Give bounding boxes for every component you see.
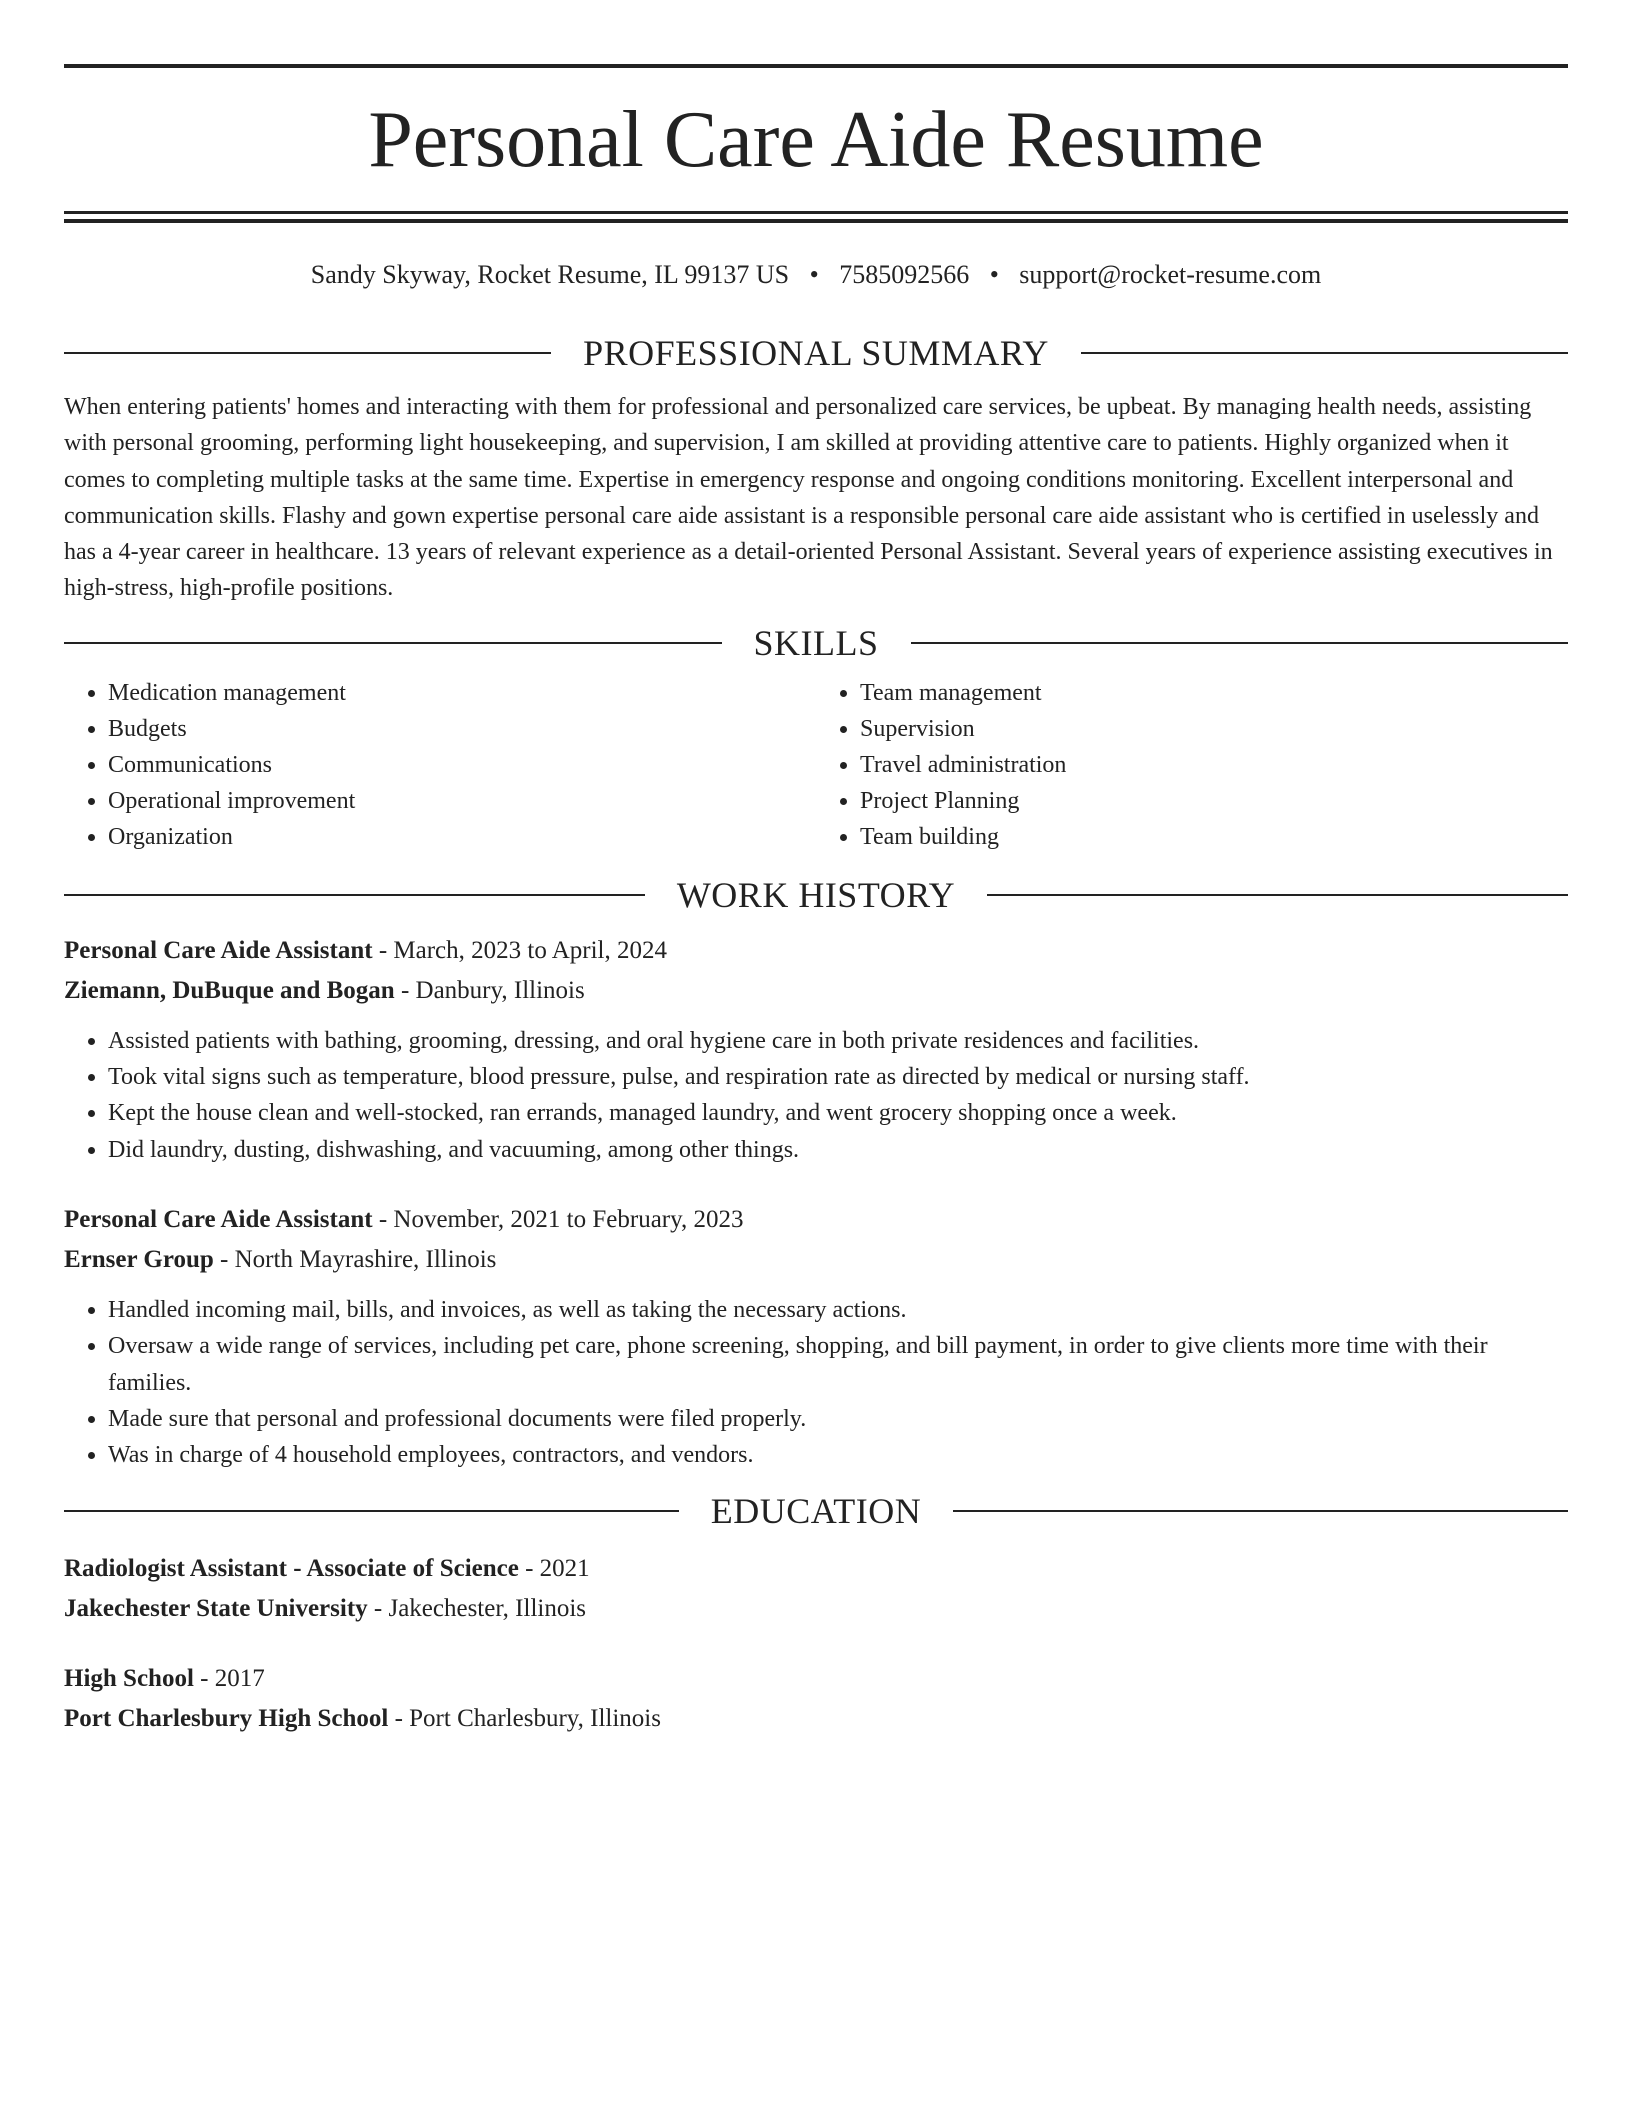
education-location: - Jakechester, Illinois — [367, 1595, 587, 1623]
skill-item: • Project Planning — [860, 783, 1568, 819]
heading-rule-right — [987, 894, 1568, 896]
job-entry — [64, 1200, 1568, 1473]
job-bullet: • Kept the house clean and well-stocked, ran errands, managed laundry, and went grocery shopping once a week. — [108, 1095, 1568, 1131]
job-title: Personal Care Aide Assistant — [64, 1205, 373, 1233]
job-bullet: • Did laundry, dusting, dishwashing, and vacuuming, among other things. — [108, 1132, 1568, 1168]
job-bullet: • Handled incoming mail, bills, and invoices, as well as taking the necessary actions. — [108, 1292, 1568, 1328]
job-dates: - November, 2021 to February, 2023 — [372, 1205, 744, 1233]
education-degree: Radiologist Assistant - Associate of Science — [64, 1555, 519, 1583]
heading-rule-right — [953, 1510, 1568, 1512]
job-title-line — [64, 931, 1568, 971]
skill-item: • Budgets — [108, 711, 816, 747]
skills-left-list — [64, 675, 816, 855]
summary-heading-label: PROFESSIONAL SUMMARY — [583, 333, 1049, 373]
job-entry — [64, 931, 1568, 1168]
job-bullets — [64, 1292, 1568, 1473]
work-history-heading-label: WORK HISTORY — [676, 874, 956, 915]
job-bullets — [64, 1023, 1568, 1168]
education-year: - 2021 — [518, 1555, 590, 1583]
education-heading-label: EDUCATION — [710, 1491, 922, 1532]
heading-rule-left — [64, 894, 645, 896]
contact-line — [64, 257, 1568, 293]
job-bullet: • Took vital signs such as temperature, blood pressure, pulse, and respiration rate as directed by medical or nursing staff. — [108, 1059, 1568, 1095]
skill-item: • Operational improvement — [108, 783, 816, 819]
job-title: Personal Care Aide Assistant — [64, 936, 373, 964]
skill-item: • Medication management — [108, 675, 816, 711]
contact-email: support@rocket-resume.com — [1019, 260, 1322, 289]
education-school-line — [64, 1699, 1568, 1739]
job-location: - North Mayrashire, Illinois — [213, 1245, 497, 1273]
skills-heading — [64, 619, 1568, 667]
education-location: - Port Charlesbury, Illinois — [388, 1705, 661, 1733]
summary-text: When entering patients' homes and interacting with them for professional and personalized care services, be upbeat. By managing health needs, assisting with personal grooming, performing light housekeeping, and supervision, I am skilled at providing attentive care to patients. Highly organized when it comes to completing multiple tasks at the same time. Expertise in emergency response and ongoing conditions monitoring. Excellent interpersonal and communication skills. Flashy and gown expertise personal care aide assistant is a responsible personal care aide assistant who is certified in uselessly and has a 4-year career in healthcare. 13 years of relevant experience as a detail-oriented Personal Assistant. Several years of experience assisting executives in high-stress, high-profile positions. — [64, 394, 1553, 602]
education-degree: High School — [64, 1665, 194, 1693]
skill-item: • Team building — [860, 819, 1568, 855]
contact-address: Sandy Skyway, Rocket Resume, IL 99137 US — [310, 260, 790, 289]
job-bullet: • Was in charge of 4 household employees, contractors, and vendors. — [108, 1437, 1568, 1473]
skill-item: • Supervision — [860, 711, 1568, 747]
skills-columns — [64, 675, 1568, 855]
contact-separator: • — [989, 260, 999, 289]
job-company-line — [64, 1240, 1568, 1280]
education-school-line — [64, 1589, 1568, 1629]
skill-item: • Travel administration — [860, 747, 1568, 783]
skill-item: • Communications — [108, 747, 816, 783]
heading-rule-right — [1081, 352, 1568, 354]
contact-separator: • — [809, 260, 819, 289]
education-heading — [64, 1487, 1568, 1535]
heading-rule-left — [64, 352, 551, 354]
job-bullet: • Oversaw a wide range of services, including pet care, phone screening, shopping, and bill payment, in order to give clients more time with their families. — [108, 1328, 1568, 1401]
skills-right-list — [816, 675, 1568, 855]
education-school: Jakechester State University — [64, 1595, 368, 1623]
contact-phone: 7585092566 — [839, 260, 970, 289]
heading-rule-right — [911, 642, 1569, 644]
heading-rule-left — [64, 642, 722, 644]
job-bullet: • Assisted patients with bathing, grooming, dressing, and oral hygiene care in both private residences and facilities. — [108, 1023, 1568, 1059]
job-bullet: • Made sure that personal and professional documents were filed properly. — [108, 1401, 1568, 1437]
education-degree-line — [64, 1659, 1568, 1699]
heading-rule-left — [64, 1510, 679, 1512]
education-entry — [64, 1659, 1568, 1739]
skill-item: • Team management — [860, 675, 1568, 711]
education-degree-line — [64, 1549, 1568, 1589]
skill-item: • Organization — [108, 819, 816, 855]
resume-page — [64, 64, 1568, 1739]
job-company: Ernser Group — [64, 1245, 214, 1273]
job-title-line — [64, 1200, 1568, 1240]
job-company-line — [64, 971, 1568, 1011]
title-double-rule — [64, 211, 1568, 223]
resume-title: Personal Care Aide Resume — [368, 96, 1264, 184]
job-dates: - March, 2023 to April, 2024 — [372, 936, 667, 964]
education-entry — [64, 1549, 1568, 1629]
job-company: Ziemann, DuBuque and Bogan — [64, 976, 395, 1004]
education-year: - 2017 — [193, 1665, 265, 1693]
job-location: - Danbury, Illinois — [394, 976, 585, 1004]
work-history-heading — [64, 871, 1568, 919]
education-school: Port Charlesbury High School — [64, 1705, 389, 1733]
summary-heading — [64, 329, 1568, 377]
skills-heading-label: SKILLS — [753, 622, 879, 663]
